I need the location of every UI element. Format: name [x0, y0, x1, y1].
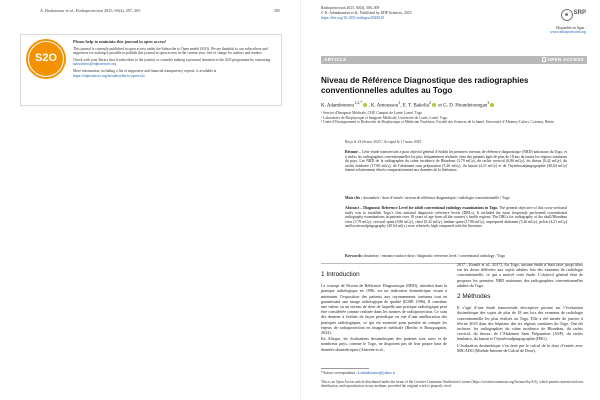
- affiliations: [321, 111, 581, 125]
- methods-paragraph-1: Il s’agit d’une étude transversale descriptive portant sur l’évaluation dosimétrique des sujets de plus de 18 ans lors des examens de radiologie conventionnelle les plus réalisés au Togo. Elle a été menée de janvier à février 2019 dans des hôpitaux des six régions sanitaires du Togo. Ont été incluses, les radiographies du crâne incidence de Blondeau, du rachis cervical, du thorax, de l’Abdomen Sans Préparation (ASP), du rachis lombaire, du bassin et l’hystérosalpingographie (HSG).: [457, 305, 583, 342]
- publisher-name: SRP: [573, 10, 586, 16]
- orcid-icon[interactable]: [432, 103, 436, 107]
- left-running-header: [40, 8, 280, 13]
- available-online-label: Disponible en ligne :: [555, 26, 586, 30]
- right-column: [457, 262, 583, 354]
- s2o-logo: S2O: [26, 39, 66, 79]
- keywords: Keywords: dosimetry / entrance surface dose / diagnostic reference level / conventional radiology / Togo: [345, 254, 506, 258]
- right-page: [300, 0, 600, 400]
- affiliation-1: ¹ Service d’Imagerie Médicale, CHU Campus de Lomé, Lomé, Togo: [321, 111, 423, 115]
- article-title: Niveau de Référence Diagnostique des radiographies conventionnelles adultes au Togo: [321, 76, 529, 95]
- resume-fr: Résumé – Cette étude transversale a pour objectif général d’établir les premiers niveaux de référence diagnostique (NRD) nationaux du Togo, et à inclus les radiographies conventionnelles les plus fréquemment réalisées chez des patients âgés de plus de 18 ans de toutes les régions sanitaires du pays. Les NRD de la radiographie du crâne incidence de Blondeau (3,79 mGy), du rachis cervical (6,86 mGy), du thorax (0,42 mGy), du rachis lombaire (17,86 mGy), de l’abdomen sans préparation (5,26 mGy), du bassin (4,21 mGy) et de l’hystérosalpingographie (40,64 mGy) étaient relativement élevés comparativement aux données de la littérature.: [345, 150, 567, 173]
- journal-url-link[interactable]: www.radioprotection.org: [549, 30, 586, 35]
- s2o-info-link[interactable]: https://edpsciences.org/en/subscribe-to-open-s2o: [73, 73, 145, 78]
- srp-circle-icon: [561, 9, 573, 21]
- left-column: [321, 270, 447, 353]
- notice-paragraph-2: Check with your library that it subscribes to the journal, or consider making a personal donation to the S2O programme by contacting subscribers@edpsciences.org: [73, 57, 271, 67]
- subscribers-email-link[interactable]: subscribers@edpsciences.org: [73, 62, 117, 67]
- left-header-citation: A. Boulanouar et al.: Radioprotection 2025, 60(4), 297–305: [40, 8, 141, 13]
- introduction-heading: 1 Introduction: [321, 271, 360, 278]
- footnote-rule: [321, 368, 369, 369]
- open-access-lock-icon: [542, 57, 546, 62]
- intro-paragraph-2: En Afrique, les évaluations dosimétriques des patients sont rares et de nombreux pays, comme le Togo, ne disposent pas de leur propre base de données dosimétriques (Amvene et al.,: [321, 336, 447, 352]
- notice-body: [73, 40, 277, 80]
- abstract-en: Abstract – Diagnostic Reference Level for adult conventional radiology examinations in Togo. The general objective of this cross-sectional study was to establish Togo’s first national diagnostic reference levels (DRLs). It included the most frequently performed conventional radiography examinations in patients over 18 years of age from all the country’s health regions. The DRLs for radiography of the skull/Blondeau view (3.79 mGy), cervical spine (6.86 mGy), chest (0.42 mGy), lumbar spine (17.86 mGy), unprepared abdomen (5.26 mGy), pelvis (4.21 mGy) and hysterosalpingography (40.64 mGy) were relatively high compared with the literature.: [345, 206, 567, 229]
- notice-paragraph-3: More information, including a list of supporters and financial transparency reports, is available at https://edpsciences.org/en/subscribe-to-open-s2o: [73, 68, 217, 78]
- intro-paragraph-1: Le concept de Niveau de Référence Diagnostique (NRD), introduit dans la pratique radiologique en 1996, est un indicateur dosimétrique visant à minimiser l’exposition des patients aux rayonnements ionisants tout en garantissant une image radiologique de qualité (ICRP, 1996). Il constitue une valeur ou un niveau de dose de laquelle une pratique radiologique peut être considérée comme réalisée dans les normes de radioprotection. Ce sont des demens à évaluer de façon périodique en vue d’une amélioration des pratiques radiologiques, ce qui est essentiel pour prendre en compte les enjeux de radioprotection en imagerie médicale (Bertho et Bourguignon, 2024).: [321, 283, 447, 336]
- corresponding-author: *Auteur correspondant : k.adambounou@yahoo.fr: [321, 371, 396, 375]
- orcid-icon[interactable]: [363, 103, 367, 107]
- notice-title: Please help to maintain this journal in open access!: [73, 39, 167, 44]
- affiliation-3: ³ Unité d’Enseignement et Recherche de Biophysique et Médecine Nucléaire, Faculté des Sciences de la Santé, Université d’Abomey-Calavi, Cotonou, Bénin: [321, 120, 554, 124]
- article-type-bar: [321, 56, 587, 64]
- orcid-icon[interactable]: [490, 103, 494, 107]
- methods-paragraph-2: L’évaluation dosimétrique s’en faite par le calcul de la dose d’entrée avec MICADO (Module Internet de Calcul de Dose).: [457, 342, 583, 353]
- doi-link[interactable]: https://doi.org/10.1051/radiopro/2025010: [321, 15, 384, 20]
- notice-paragraph-1: This journal is currently published in open access under the Subscribe to Open model (S2O). We are thankful to our subscribers and supporters for making it possible to publish this journal in open access in the current year, free of charge for authors and readers.: [73, 46, 268, 56]
- left-page-number: 305: [273, 8, 280, 13]
- mots-cles: Mots clés : dosimétrie / dose d’entrée / niveau de référence diagnostique / radiologie conventionnelle / Togo: [345, 196, 510, 200]
- intro-continued: 2017 ; Komlé et al., 2017). Au Togo, aucune étude n’était faite jusqu’alors sur les doses délivrées aux sujets adultes lors des examens de radiologie conventionnelle, ce qui a motivé cette étude. L’objectif général était de proposer les premiers NRD nationaux des radiographies conventionnelles adultes du Togo.: [457, 262, 583, 288]
- author-list: K. Adambounou$^{1,2,*}$, K. Amoussou$^1$, E. T. Bakolia$^2$ et G. D. Houndetoungan$^3$: [321, 100, 591, 109]
- open-access-label: OPEN ACCESS: [542, 57, 584, 62]
- license-statement: This is an Open Access article distributed under the terms of the Creative Commons Attribution License (https://creativecommons.org/licenses/by/4.0), which permits unrestricted use, distribution, and reproduction in any medium, provided the original work is properly cited.: [321, 380, 585, 389]
- received-accepted-dates: Reçu le 23 février 2025 / Accepté le 17 mars 2025: [345, 140, 422, 144]
- s2o-notice-box: [20, 34, 282, 106]
- affiliation-2: ² Laboratoire de Biophysique et Imagerie Médicale, Université de Lomé, Lomé, Togo: [321, 115, 448, 120]
- article-type-label: ARTICLE: [324, 57, 347, 63]
- methods-heading: 2 Méthodes: [457, 293, 491, 301]
- journal-citation: Radioprotection 2025, 60(4), 306–309: [321, 6, 380, 10]
- corresponding-email-link[interactable]: k.adambounou@yahoo.fr: [357, 371, 396, 375]
- publisher-logo: [544, 8, 586, 34]
- copyright-line: © K. Adambounou et al., Published by EDP Sciences, 2025: [321, 10, 412, 15]
- journal-meta: [321, 6, 412, 20]
